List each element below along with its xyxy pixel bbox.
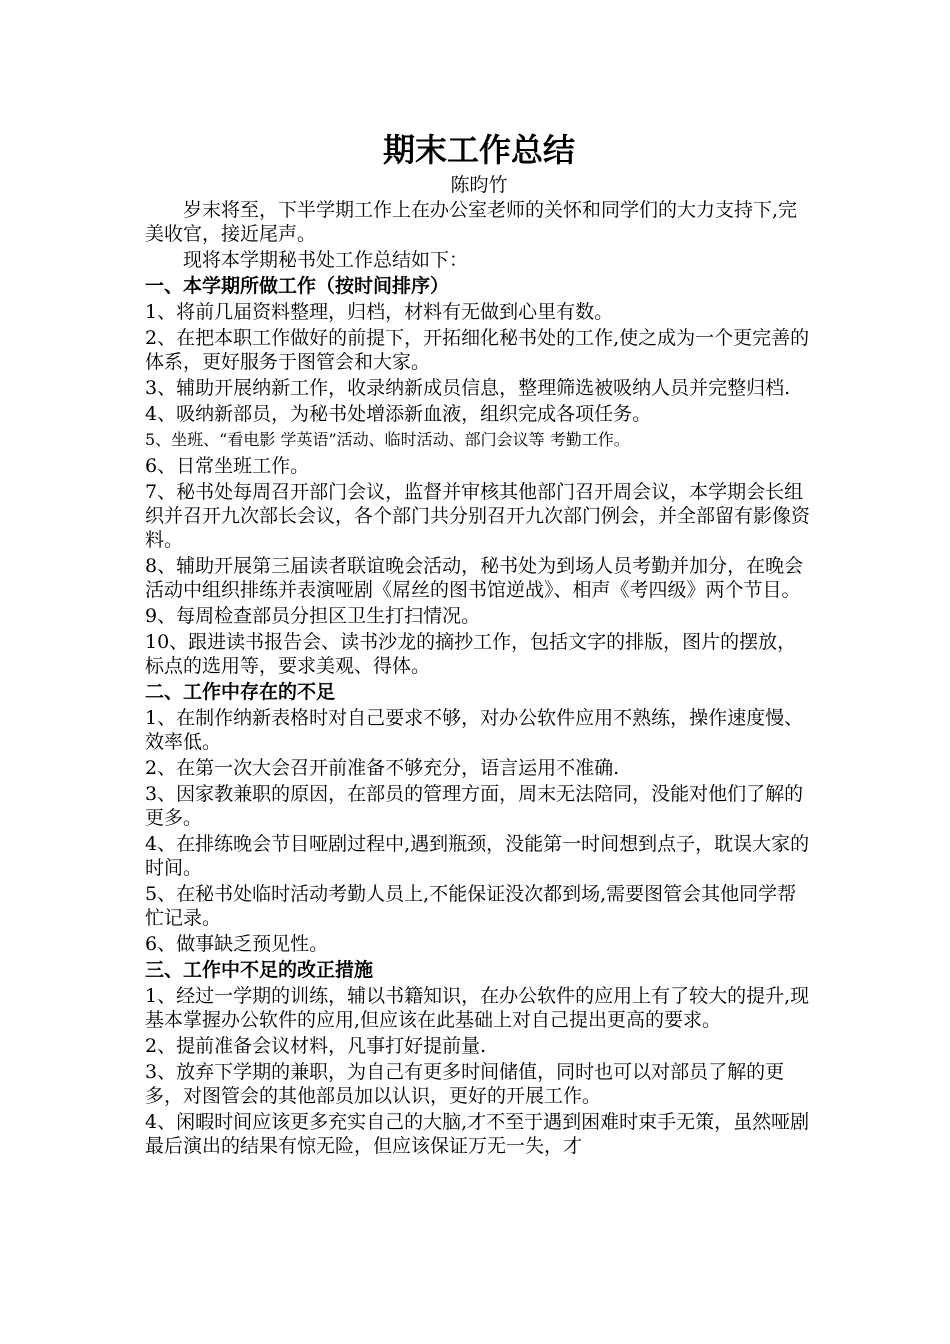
list-item: 2、在第一次大会召开前准备不够充分，语言运用不准确. (145, 757, 620, 779)
list-item: 9、每周检查部员分担区卫生打扫情况。 (145, 605, 481, 627)
section-improvements (145, 958, 813, 1158)
list-item: 6、日常坐班工作。 (145, 455, 310, 477)
section-shortcomings (145, 680, 813, 956)
list-item: 6、做事缺乏预见性。 (145, 933, 329, 955)
list-item: 3、因家教兼职的原因，在部员的管理方面，周末无法陪同，没能对他们了解的更多。 (145, 783, 804, 829)
document-body (145, 128, 813, 1160)
document-title: 期末工作总结 (382, 131, 575, 169)
list-item: 4、闲暇时间应该更多充实自己的大脑,才不至于遇到困难时束手无策，虽然哑剧最后演出的结果有惊无险，但应该保证万无一失，才 (145, 1111, 810, 1157)
list-item: 3、辅助开展纳新工作，收录纳新成员信息，整理筛选被吸纳人员并完整归档. (145, 377, 791, 399)
list-item: 10、跟进读书报告会、读书沙龙的摘抄工作，包括文字的排版，图片的摆放，标点的选用等，要求美观、得体。 (145, 631, 797, 677)
list-item: 1、经过一学期的训练，辅以书籍知识，在办公软件的应用上有了较大的提升,现基本掌握办公软件的应用,但应该在此基础上对自己提出更高的要求。 (145, 985, 810, 1031)
section-heading: 二、工作中存在的不足 (145, 681, 336, 703)
intro-paragraph: 现将本学期秘书处工作总结如下： (183, 249, 469, 271)
list-item: 5、在秘书处临时活动考勤人员上,不能保证没次都到场,需要图管会其他同学帮忙记录。 (145, 883, 797, 929)
list-item: 3、放弃下学期的兼职，为自己有更多时间储值，同时也可以对部员了解的更多，对图管会的其他部员加以认识，更好的开展工作。 (145, 1061, 785, 1107)
author-name: 陈昀竹 (450, 174, 508, 196)
list-item: 2、在把本职工作做好的前提下，开拓细化秘书处的工作,使之成为一个更完善的体系，更好服务于图管会和大家。 (145, 327, 810, 373)
list-item: 4、在排练晚会节目哑剧过程中,遇到瓶颈，没能第一时间想到点子，耽误大家的时间。 (145, 833, 810, 879)
section-heading: 一、本学期所做工作（按时间排序） (145, 275, 450, 297)
list-item: 1、将前几届资料整理，归档，材料有无做到心里有数。 (145, 301, 614, 323)
intro-paragraph: 岁末将至，下半学期工作上在办公室老师的关怀和同学们的大力支持下,完美收官，接近尾声。 (145, 199, 798, 245)
section-work-done (145, 274, 813, 678)
list-item: 4、吸纳新部员，为秘书处增添新血液，组织完成各项任务。 (145, 403, 652, 425)
list-item: 8、辅助开展第三届读者联谊晚会活动，秘书处为到场人员考勤并加分，在晚会活动中组织排练并表演哑剧《屌丝的图书馆逆战》、相声《考四级》两个节目。 (145, 555, 804, 601)
list-item: 5、坐班、“看电影 学英语”活动、临时活动、部门会议等 考勤工作。 (145, 430, 630, 449)
list-item: 2、提前准备会议材料，凡事打好提前量. (145, 1035, 487, 1057)
list-item: 1、在制作纳新表格时对自己要求不够，对办公软件应用不熟练，操作速度慢、效率低。 (145, 707, 804, 753)
list-item: 7、秘书处每周召开部门会议，监督并审核其他部门召开周会议，本学期会长组织并召开九次部长会议，各个部门共分别召开九次部门例会，并全部留有影像资料。 (145, 481, 811, 551)
section-heading: 三、工作中不足的改正措施 (145, 959, 374, 981)
